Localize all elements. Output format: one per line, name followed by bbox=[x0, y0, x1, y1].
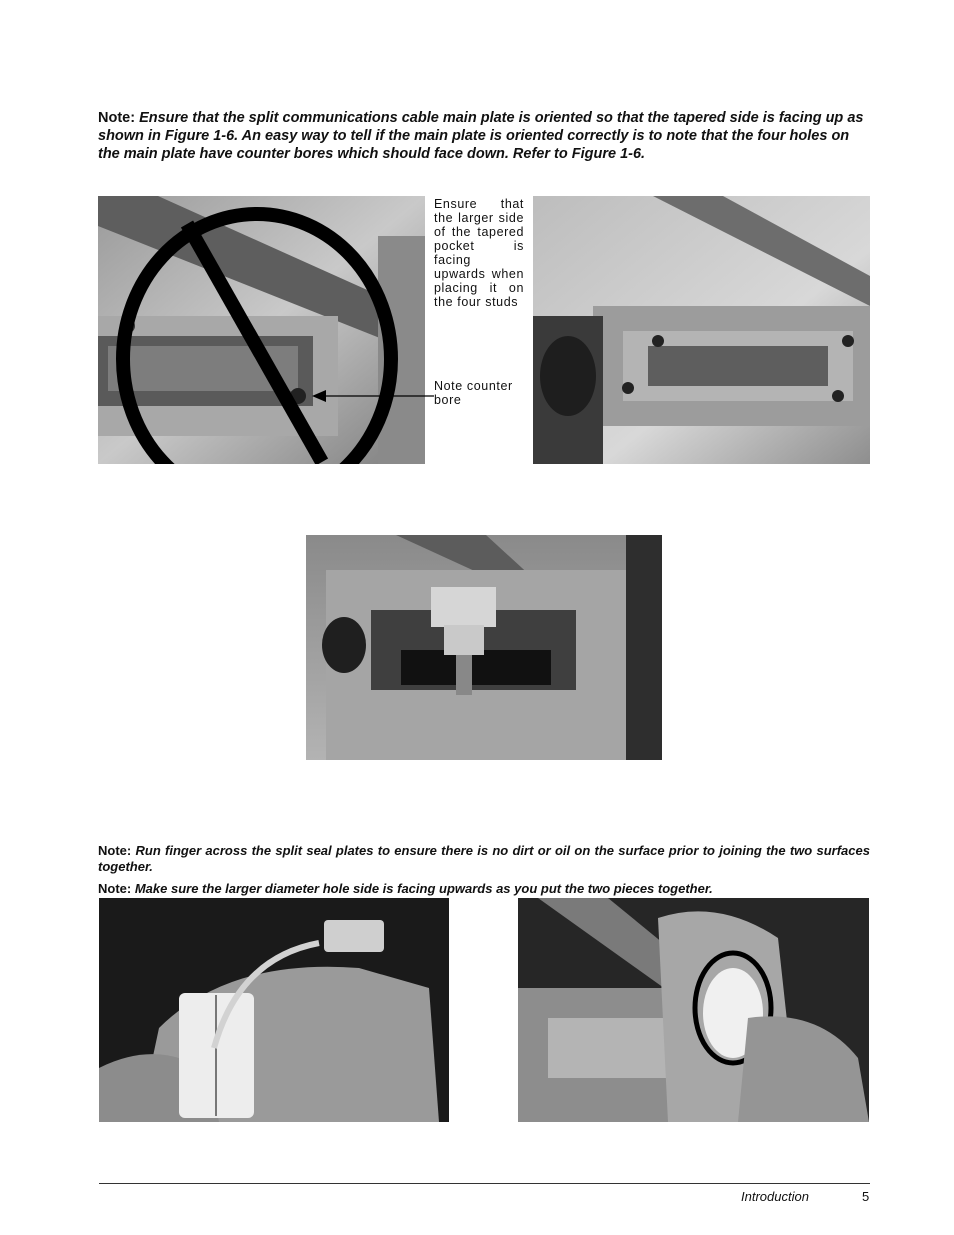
callout-counter-bore: Note counter bore bbox=[434, 379, 513, 407]
footer-rule bbox=[99, 1183, 870, 1184]
callout-tapered-pocket: Ensure that the larger side of the tapered pocket is facing upwards when placing it on the four studs bbox=[434, 197, 524, 309]
footer-section-title: Introduction bbox=[741, 1189, 809, 1204]
note-label: Note: bbox=[98, 110, 136, 126]
note-text: Ensure that the split communications cable main plate is oriented so that the tapered side is facing up as shown in Figure 1-6. An easy way to tell if the main plate is oriented correctly is to note that the four holes on the main plate have counter bores which should face down. Refer to Figure 1-6. bbox=[98, 110, 864, 162]
note-label: Note: bbox=[98, 843, 132, 858]
note-label: Note: bbox=[98, 881, 132, 896]
note-text: Run finger across the split seal plates to ensure there is no dirt or oil on the surface prior to joining the two surfaces together. bbox=[98, 843, 870, 874]
note-text: Make sure the larger diameter hole side is facing upwards as you put the two pieces together. bbox=[134, 881, 713, 896]
note-clean-surfaces bbox=[98, 843, 870, 875]
photo-connector-assembly bbox=[306, 535, 662, 760]
prohibited-icon bbox=[112, 204, 402, 464]
page-number: 5 bbox=[862, 1189, 870, 1204]
photo-seal-plate-cable bbox=[99, 898, 449, 1122]
note-top bbox=[98, 109, 870, 163]
photo-correct-orientation bbox=[533, 196, 870, 464]
photo-joining-seal-plates bbox=[518, 898, 869, 1122]
note-hole-orientation bbox=[98, 881, 870, 897]
arrow-left-icon bbox=[312, 388, 436, 404]
